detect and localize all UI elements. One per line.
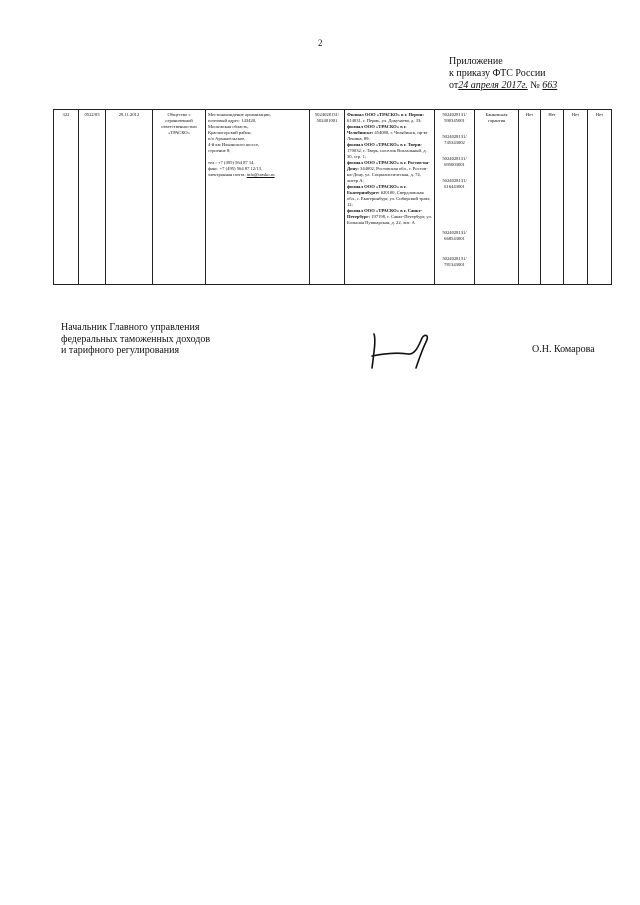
branch-name: филиал ООО «ТРАСКО» в г. Челябинске:: [347, 124, 407, 135]
branch-address: 170032, г. Тверь, поселок Вокзальный, д. 30, стр. 1;: [347, 148, 427, 159]
address-line: почтовый адрес: 143420,: [208, 118, 257, 123]
signer-position: [61, 322, 210, 357]
position-line-3: и тарифного регулирования: [61, 345, 180, 356]
register-table: [53, 109, 612, 285]
branch-name: филиал ООО «ТРАСКО» в г. Санкт-Петербург:: [347, 208, 423, 219]
branches-cell: [345, 110, 435, 285]
annex-number: 663: [542, 80, 558, 91]
branch-kpp-cell: [435, 110, 475, 285]
branch-kpp: 5024028131/ 695003001: [442, 156, 467, 167]
branch-address: 454080, г. Челябинск, пр-кт Ленина, 89;: [347, 130, 428, 141]
annex-line-1: Приложение: [449, 56, 503, 67]
address-line: Красногорский район,: [208, 130, 252, 135]
reg-date: 29.11.2012: [106, 110, 153, 285]
branch-item: [347, 208, 432, 226]
address-line: Московская область,: [208, 124, 249, 129]
reg-number: 0522/05: [79, 110, 106, 285]
branch-address: 344002, Ростовская обл., г. Ростов-на-Дону, ул. Социалистическая, д. 74, литер А;: [347, 166, 428, 183]
page-number: 2: [318, 38, 323, 48]
address-line: строение 8;: [208, 148, 231, 153]
email-line: [208, 172, 307, 178]
branch-address: 614031, г. Пермь, ул. Докучаева, д. 33;: [347, 118, 422, 123]
phone: тел.: +7 (495) 564 87 14,: [208, 160, 255, 165]
branch-kpp: 5024028131/ 616443001: [442, 178, 467, 189]
annex-header: [449, 56, 557, 92]
annex-date-prefix: от: [449, 80, 459, 91]
branch-name: филиал ООО «ТРАСКО» в г. Екатеринбурге:: [347, 184, 407, 195]
branch-item: [347, 142, 432, 160]
branch-kpp: 5024028131/ 745343002: [442, 134, 467, 145]
signature-image: [360, 328, 440, 372]
no-cell-1: Нет: [519, 110, 541, 285]
no-cell-2: Нет: [541, 110, 564, 285]
branch-name: Филиал ООО «ТРАСКО» в г. Перми:: [347, 112, 424, 117]
position-line-1: Начальник Главного управления: [61, 322, 200, 333]
annex-date: 24 апреля 2017г.: [458, 80, 528, 91]
branch-name: филиал ООО «ТРАСКО» в г. Твери:: [347, 142, 422, 147]
no-cell-4: Нет: [588, 110, 612, 285]
no-cell-3: Нет: [564, 110, 588, 285]
table-row: [54, 110, 612, 285]
org-form: Общество с ограниченной ответственностью «ТРАСКО»: [153, 110, 206, 285]
branch-item: [347, 112, 432, 124]
address-line: 4-й км Ильинского шоссе,: [208, 142, 260, 147]
position-line-2: федеральных таможенных доходов: [61, 333, 211, 345]
fax: факс: +7 (495) 564 87 12/13,: [208, 166, 263, 171]
branch-kpp: 5024028131/ 590345001: [442, 112, 467, 123]
address-cell: [206, 110, 310, 285]
inn-kpp: 5024028131/ 502401001: [310, 110, 345, 285]
annex-date-line: [449, 80, 557, 92]
guarantee: Банковская гарантия: [475, 110, 519, 285]
address-line: Местонахождение организации,: [208, 112, 271, 117]
branch-address: 620100, Свердловская обл., г. Екатеринбург, ул. Сибирский тракт, 12;: [347, 190, 431, 207]
branch-address: 197198, г. Санкт-Петербург, ул. Большая Пушкарская, д. 22, лит. А: [347, 214, 432, 225]
branch-kpp: 5024028131/ 668543001: [442, 230, 467, 241]
address-line: п/о Архангельское,: [208, 136, 246, 141]
branch-kpp: 5024028131/ 781343001: [442, 256, 467, 267]
email-label: электронная почта:: [208, 172, 246, 177]
annex-line-2: к приказу ФТС России: [449, 68, 546, 79]
branch-item: [347, 184, 432, 208]
row-index: 322: [54, 110, 79, 285]
signer-name: О.Н. Комарова: [532, 344, 595, 355]
email-link[interactable]: info@trasko.ru: [246, 172, 275, 177]
branch-item: [347, 124, 432, 142]
branch-name: филиал ООО «ТРАСКО» в г. Ростов-на-Дону:: [347, 160, 430, 171]
branch-item: [347, 160, 432, 184]
annex-number-label: №: [530, 80, 540, 91]
